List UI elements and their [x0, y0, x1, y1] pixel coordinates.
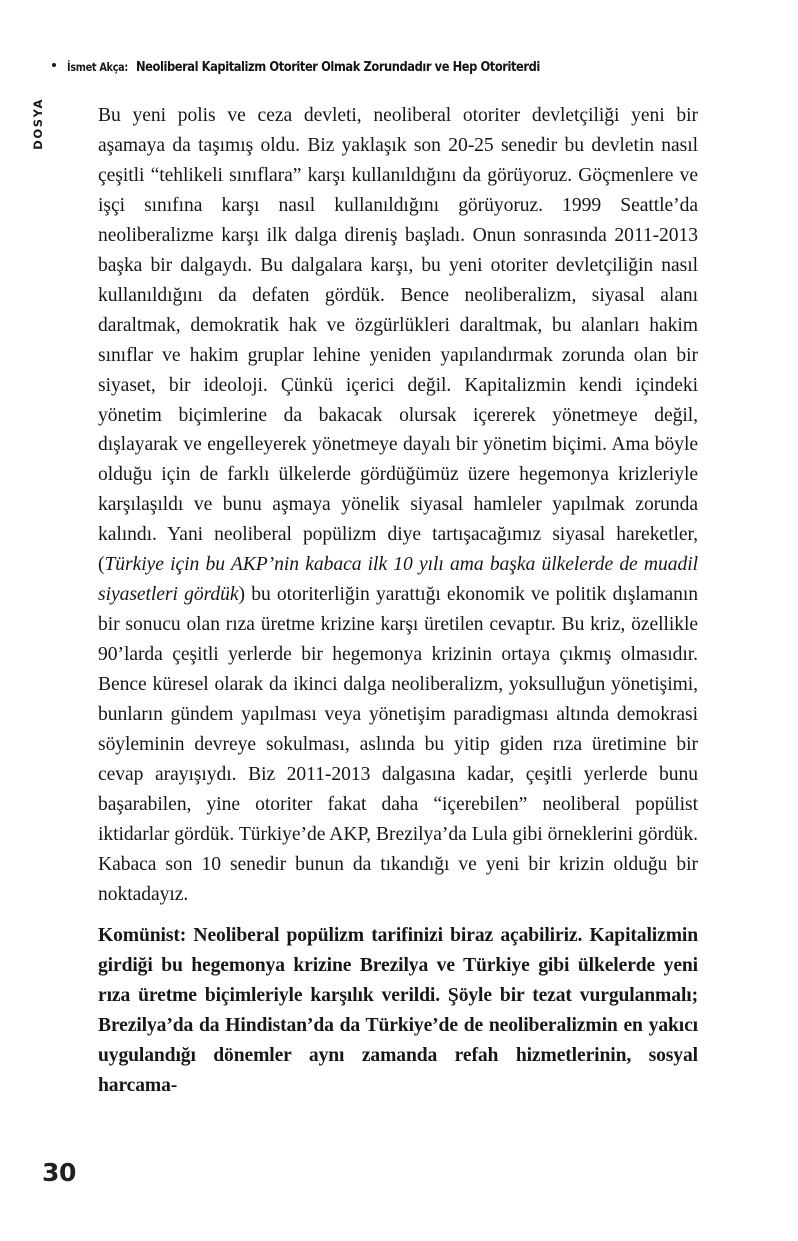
section-tab [27, 98, 49, 188]
paragraph-bold-question: Komünist: Neoliberal popülizm tarifinizi biraz açabiliriz. Kapitalizmin girdiği bu hegemonya krizine Brezilya ve Türkiye gibi ülkelerde yeni rıza üretme biçimleriyle karşılık verildi. Şöyle bir tezat vurgulanmalı; Brezilya’da da Hindistan’da da Türkiye’de de neoliberalizmin en yakıcı uygulandığı dönemler aynı zamanda refah hizmetlerinin, sosyal harcama- [98, 924, 698, 1096]
bullet-dot-icon [52, 63, 56, 67]
paragraph-text-lead: Bu yeni polis ve ceza devleti, neoliberal otoriter devletçiliği yeni bir aşamaya da taşımış oldu. Biz yaklaşık son 20-25 senedir bu devletin nasıl çeşitli “tehlikeli sınıflara” karşı kullanıldığını da görüyoruz. Göçmenlere ve işçi sınıfına karşı nasıl kullanıldığını görüyoruz. 1999 Seattle’da neoliberalizme karşı ilk dalga direniş başladı. Onun sonrasında 2011-2013 başka bir dalgaydı. Bu dalgalara karşı, bu yeni otoriter devletçiliğin nasıl kullanıldığını da defaten gördük. Bence neoliberalizm, siyasal alanı daraltmak, demokratik hak ve özgürlükleri daraltmak, bu alanları hakim sınıflar ve hakim gruplar lehine yeniden yapılandırmak zorunda olan bir siyaset, bir ideoloji. Çünkü içerici değil. Kapitalizmin kendi içindeki yönetim biçimlerine da bakacak olursak içererek yönetmeye değil, dışlayarak ve engelleyerek yönetmeye dayalı bir yönetim biçimi. Ama böyle olduğu için de farklı ülkelerde gördüğümüz üzere hegemonya krizleriyle karşılaşıldı ve bunu aşmaya yönelik siyasal hamleler yapılmak zorunda kalındı. Yani neoliberal popülizm diye tartışacağımız siyasal hareketler, ( [98, 105, 698, 576]
body-text-column [98, 101, 698, 1100]
paragraph-text-tail: ) bu otoriterliğin yarattığı ekonomik ve politik dışlamanın bir sonucu olan rıza üretme krizine karşı üretilen cevaptır. Bu kriz, özellikle 90’larda çeşitli yerlerde bir hegemonya krizinin ortaya çıkmış olmasıdır. Bence küresel olarak da ikinci dalga neoliberalizm, yoksulluğun yönetişimi, bunların gündem yapılması veya yönetişim paradigması altında demokrasi söyleminin devreye sokulması, aslında bu yitip giden rıza üretimine bir cevap arayışıydı. Biz 2011-2013 dalgasına kadar, çeşitli yerlerde bunu başarabilen, yine otoriter fakat daha “içerebilen” neoliberal popülist iktidarlar gördük. Türkiye’de AKP, Brezilya’da Lula gibi örneklerini gördük. Kabaca son 10 senedir bunun da tıkandığı ve yeni bir krizin olduğu bir noktadayız. [98, 584, 698, 905]
page-number: 30 [42, 1158, 76, 1187]
running-header-author: İsmet Akça: [67, 61, 129, 74]
running-header [52, 60, 732, 75]
running-header-title: Neoliberal Kapitalizm Otoriter Olmak Zorundadır ve Hep Otoriterdi [135, 60, 540, 75]
paragraph-text-italic: Türkiye için bu AKP’nin kabaca ilk 10 yılı ama başka ülkelerde de muadil siyasetleri gördük [98, 554, 698, 606]
paragraph [98, 101, 698, 910]
section-tab-label: DOSYA [31, 98, 45, 150]
